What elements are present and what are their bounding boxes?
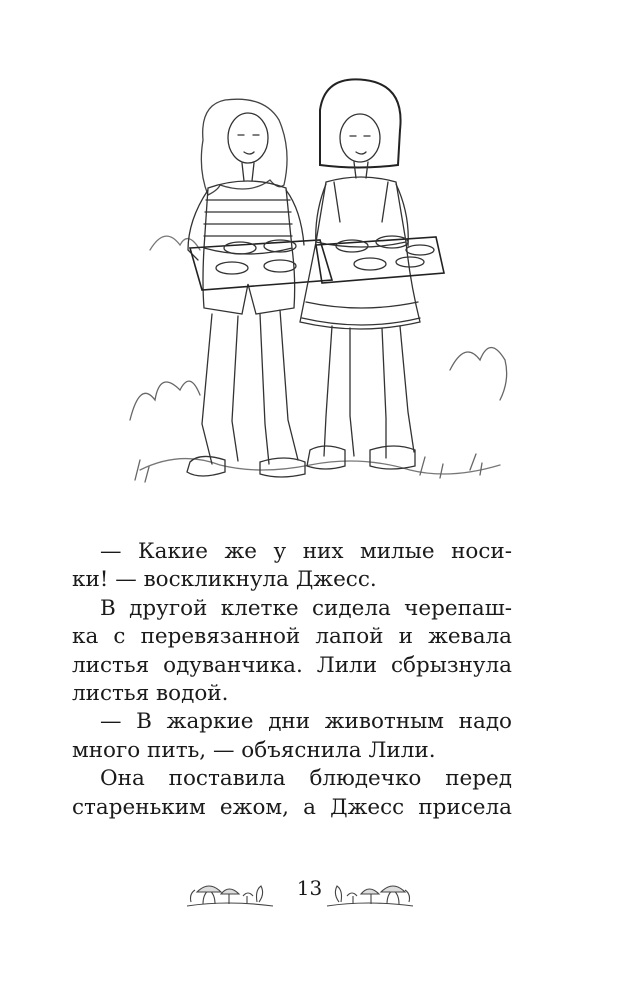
text-line: листья водой. <box>72 681 229 707</box>
text-line: много пить, — объяснила Лили. <box>72 737 436 763</box>
text-line: стареньким ежом, а Джесс присела <box>72 794 512 820</box>
body-text <box>72 538 512 822</box>
mushroom-ornament-right-icon <box>325 872 415 912</box>
text-line: — Какие же у них милые носи- <box>100 539 512 564</box>
text-line: листья одуванчика. Лили сбрызнула <box>72 652 512 678</box>
illustration-girls-with-trays <box>120 70 520 500</box>
text-line: ки! — воскликнула Джесс. <box>72 567 377 593</box>
text-line: Она поставила блюдечко перед <box>100 766 512 792</box>
text-line: В другой клетке сидела черепаш- <box>100 595 512 621</box>
text-line: — В жаркие дни животным надо <box>100 709 512 735</box>
page-footer <box>0 872 619 912</box>
page-number: 13 <box>296 876 323 900</box>
text-line: ка с перевязанной лапой и жевала <box>72 624 512 650</box>
